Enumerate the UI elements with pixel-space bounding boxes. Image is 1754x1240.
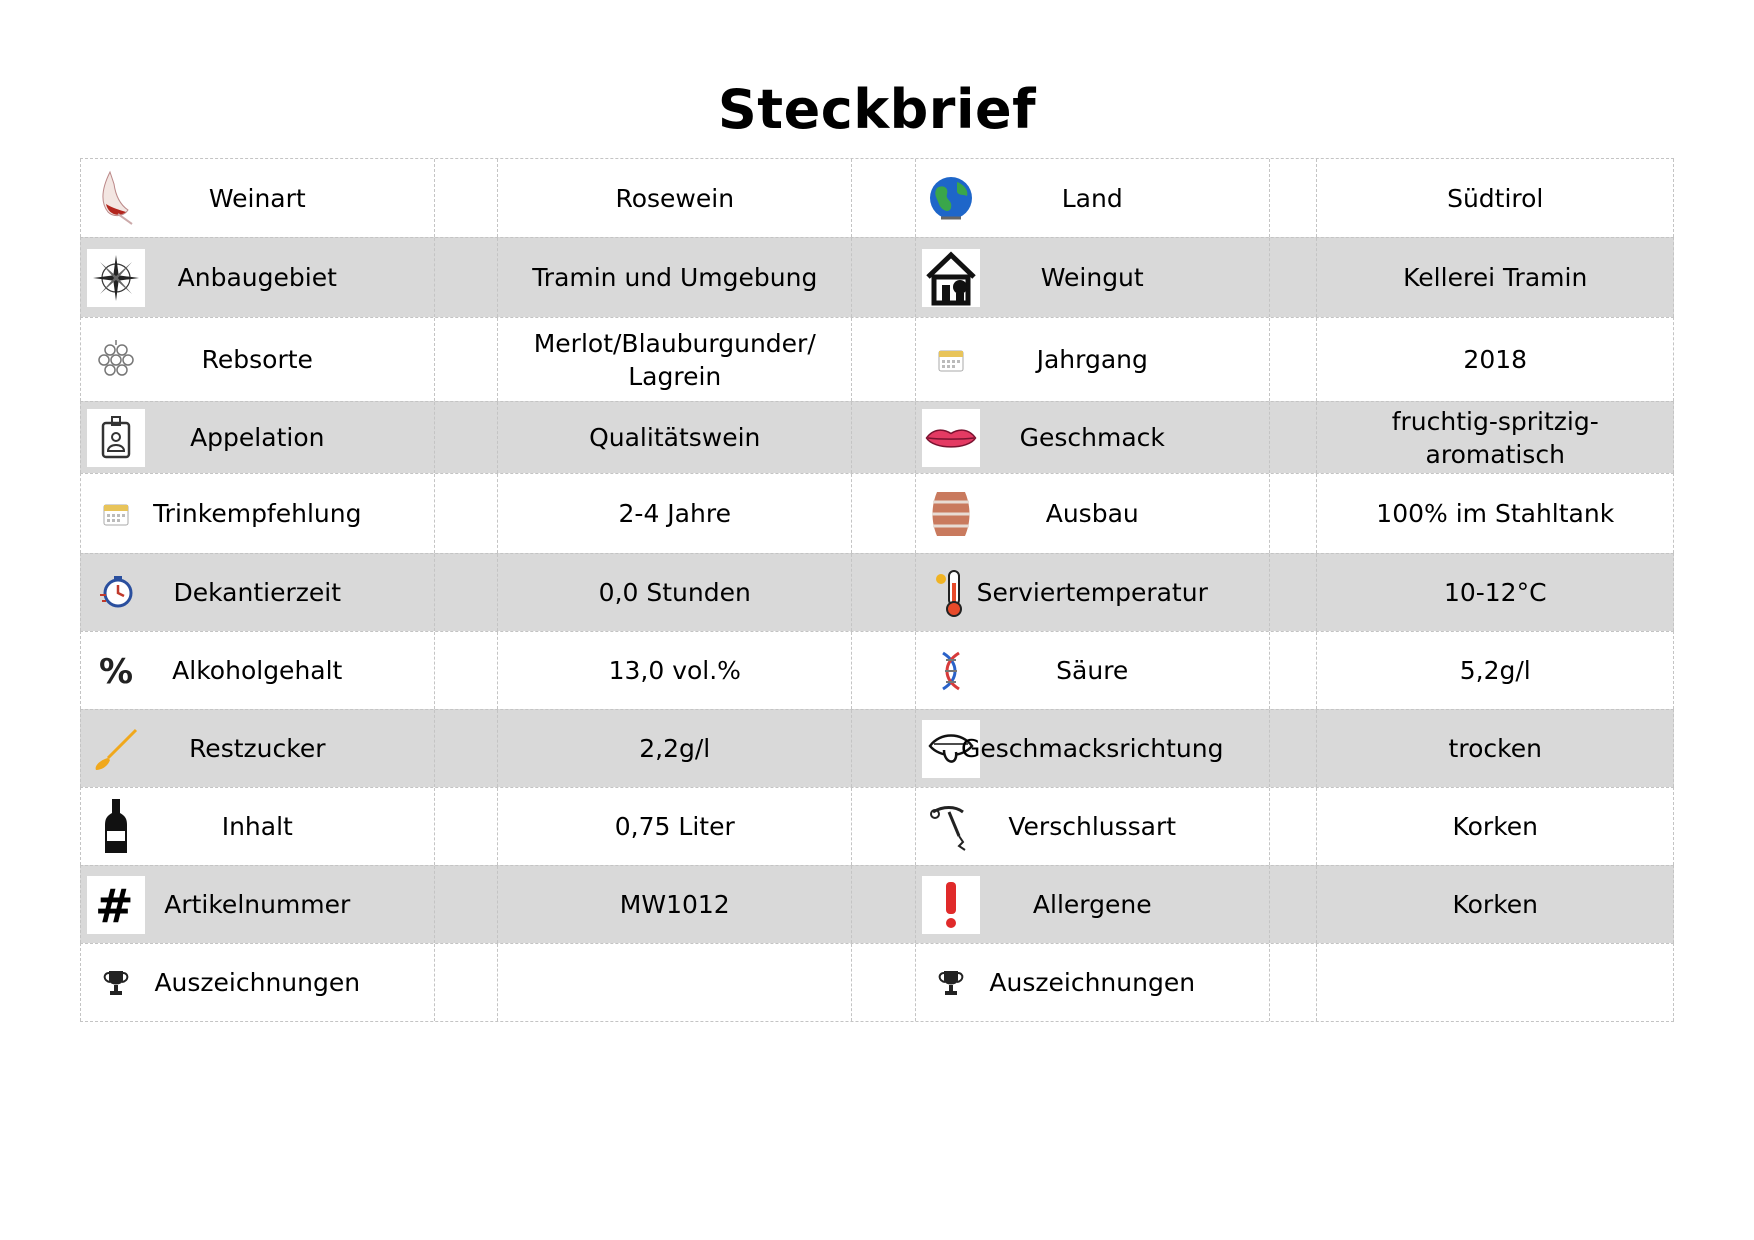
spacer-cell	[852, 474, 916, 553]
spacer-cell	[852, 944, 916, 1021]
spacer-cell	[852, 318, 916, 401]
left-label-cell	[81, 710, 435, 787]
svg-text:#: #	[95, 879, 134, 930]
field-label: Jahrgang	[1036, 345, 1148, 374]
table-row	[80, 631, 1674, 709]
field-label: Geschmacksrichtung	[961, 734, 1224, 763]
field-value: 0,75 Liter	[614, 812, 735, 841]
calendar-icon	[922, 331, 980, 389]
spacer-cell	[1270, 632, 1318, 709]
spacer-cell	[435, 159, 499, 237]
left-label-cell	[81, 474, 435, 553]
field-value: Korken	[1452, 890, 1539, 919]
right-label-cell	[916, 788, 1270, 865]
field-value: Rosewein	[615, 183, 735, 213]
field-label: Artikelnummer	[164, 890, 351, 919]
field-label: Trinkempfehlung	[153, 499, 362, 528]
trophy-icon	[922, 954, 980, 1012]
calendar-icon	[87, 485, 145, 543]
field-label: Inhalt	[221, 812, 293, 841]
trophy-icon	[87, 954, 145, 1012]
right-label-cell	[916, 866, 1270, 943]
spacer-cell	[852, 710, 916, 787]
table-row	[80, 865, 1674, 943]
field-label: Dekantierzeit	[173, 578, 342, 607]
right-value-cell	[1317, 238, 1673, 317]
field-value: 2018	[1463, 345, 1528, 374]
left-value-cell	[498, 866, 852, 943]
thermometer-icon	[922, 564, 980, 622]
field-label: Weingut	[1040, 263, 1144, 292]
spacer-cell	[1270, 866, 1318, 943]
left-label-cell	[81, 402, 435, 473]
left-value-cell	[498, 632, 852, 709]
table-row	[80, 473, 1674, 553]
right-label-cell	[916, 944, 1270, 1021]
field-label: Rebsorte	[201, 345, 313, 374]
compass-rose-icon	[87, 249, 145, 307]
left-label-cell	[81, 632, 435, 709]
right-value-cell	[1317, 866, 1673, 943]
right-label-cell	[916, 554, 1270, 631]
wine-bottle-icon	[87, 798, 145, 856]
spacer-cell	[435, 944, 499, 1021]
field-label: Geschmack	[1019, 423, 1165, 452]
winery-house-icon	[922, 249, 980, 307]
right-value-cell	[1317, 944, 1673, 1021]
table-row	[80, 159, 1674, 237]
left-value-cell	[498, 944, 852, 1021]
left-label-cell	[81, 944, 435, 1021]
spacer-cell	[435, 788, 499, 865]
hash-icon	[87, 876, 145, 934]
right-value-cell	[1317, 402, 1673, 473]
left-label-cell	[81, 554, 435, 631]
spacer-cell	[852, 238, 916, 317]
spacer-cell	[1270, 710, 1318, 787]
field-label: Säure	[1056, 656, 1129, 685]
field-value: MW1012	[619, 890, 730, 919]
wine-glass-icon	[87, 169, 145, 227]
field-value: Tramin und Umgebung	[532, 263, 818, 292]
exclamation-icon	[922, 876, 980, 934]
table-row	[80, 553, 1674, 631]
field-label: Restzucker	[189, 734, 326, 763]
spacer-cell	[1270, 318, 1318, 401]
right-label-cell	[916, 474, 1270, 553]
grapes-icon	[87, 331, 145, 389]
spacer-cell	[852, 788, 916, 865]
field-value: 2,2g/l	[639, 734, 711, 763]
field-label: Alkoholgehalt	[172, 656, 343, 685]
field-label: Anbaugebiet	[177, 263, 337, 292]
field-value: trocken	[1448, 734, 1542, 763]
field-label: Appelation	[190, 423, 325, 452]
certificate-badge-icon	[87, 409, 145, 467]
table-row	[80, 943, 1674, 1021]
right-label-cell	[916, 402, 1270, 473]
svg-text:%: %	[99, 651, 134, 691]
spacer-cell	[852, 866, 916, 943]
field-label: Verschlussart	[1008, 812, 1177, 841]
page-title: Steckbrief	[717, 78, 1037, 141]
left-label-cell	[81, 866, 435, 943]
field-label: Weinart	[208, 183, 306, 213]
table-row	[80, 317, 1674, 401]
table-row	[80, 709, 1674, 787]
right-label-cell	[916, 159, 1270, 237]
field-value: Merlot/Blauburgunder/ Lagrein	[533, 328, 816, 391]
field-label: Allergene	[1032, 890, 1152, 919]
spacer-cell	[435, 710, 499, 787]
left-value-cell	[498, 710, 852, 787]
spacer-cell	[852, 159, 916, 237]
spacer-cell	[1270, 159, 1318, 237]
field-value: 10-12°C	[1443, 578, 1547, 607]
timer-clock-icon	[87, 564, 145, 622]
field-value: 0,0 Stunden	[598, 578, 751, 607]
table-row	[80, 787, 1674, 865]
right-value-cell	[1317, 159, 1673, 237]
right-value-cell	[1317, 632, 1673, 709]
field-value: 5,2g/l	[1459, 656, 1531, 685]
spacer-cell	[435, 318, 499, 401]
spacer-cell	[1270, 474, 1318, 553]
right-label-cell	[916, 710, 1270, 787]
field-value: Korken	[1452, 812, 1539, 841]
table-row	[80, 401, 1674, 473]
field-value: fruchtig-spritzig- aromatisch	[1391, 406, 1599, 469]
right-value-cell	[1317, 318, 1673, 401]
dna-icon	[922, 642, 980, 700]
left-label-cell	[81, 788, 435, 865]
left-value-cell	[498, 318, 852, 401]
spacer-cell	[435, 632, 499, 709]
spacer-cell	[435, 866, 499, 943]
corkscrew-icon	[922, 798, 980, 856]
field-value: Südtirol	[1447, 183, 1544, 213]
left-label-cell	[81, 238, 435, 317]
left-value-cell	[498, 788, 852, 865]
spacer-cell	[852, 554, 916, 631]
field-label: Auszeichnungen	[989, 968, 1196, 997]
spacer-cell	[1270, 402, 1318, 473]
field-label: Ausbau	[1045, 499, 1139, 528]
field-value: Kellerei Tramin	[1403, 263, 1588, 292]
field-label: Land	[1061, 183, 1123, 213]
right-label-cell	[916, 318, 1270, 401]
right-value-cell	[1317, 474, 1673, 553]
right-value-cell	[1317, 788, 1673, 865]
table-row	[80, 237, 1674, 317]
spacer-cell	[1270, 944, 1318, 1021]
left-value-cell	[498, 474, 852, 553]
left-value-cell	[498, 159, 852, 237]
field-value: Qualitätswein	[589, 423, 761, 452]
spacer-cell	[435, 402, 499, 473]
percent-icon	[87, 642, 145, 700]
spacer-cell	[852, 402, 916, 473]
left-value-cell	[498, 402, 852, 473]
field-label: Serviertemperatur	[976, 578, 1208, 607]
field-label: Auszeichnungen	[154, 968, 361, 997]
right-value-cell	[1317, 710, 1673, 787]
left-value-cell	[498, 554, 852, 631]
spacer-cell	[435, 554, 499, 631]
field-value: 100% im Stahltank	[1376, 499, 1615, 528]
spacer-cell	[1270, 238, 1318, 317]
barrel-icon	[922, 485, 980, 543]
spacer-cell	[1270, 788, 1318, 865]
right-value-cell	[1317, 554, 1673, 631]
wine-profile-table	[80, 158, 1674, 1022]
spacer-cell	[435, 474, 499, 553]
sugar-spoon-icon	[87, 720, 145, 778]
lips-icon	[922, 409, 980, 467]
right-label-cell	[916, 632, 1270, 709]
spacer-cell	[1270, 554, 1318, 631]
left-label-cell	[81, 318, 435, 401]
globe-icon	[922, 169, 980, 227]
spacer-cell	[435, 238, 499, 317]
left-label-cell	[81, 159, 435, 237]
field-value: 13,0 vol.%	[608, 656, 741, 685]
spacer-cell	[852, 632, 916, 709]
left-value-cell	[498, 238, 852, 317]
field-value: 2-4 Jahre	[618, 499, 731, 528]
right-label-cell	[916, 238, 1270, 317]
